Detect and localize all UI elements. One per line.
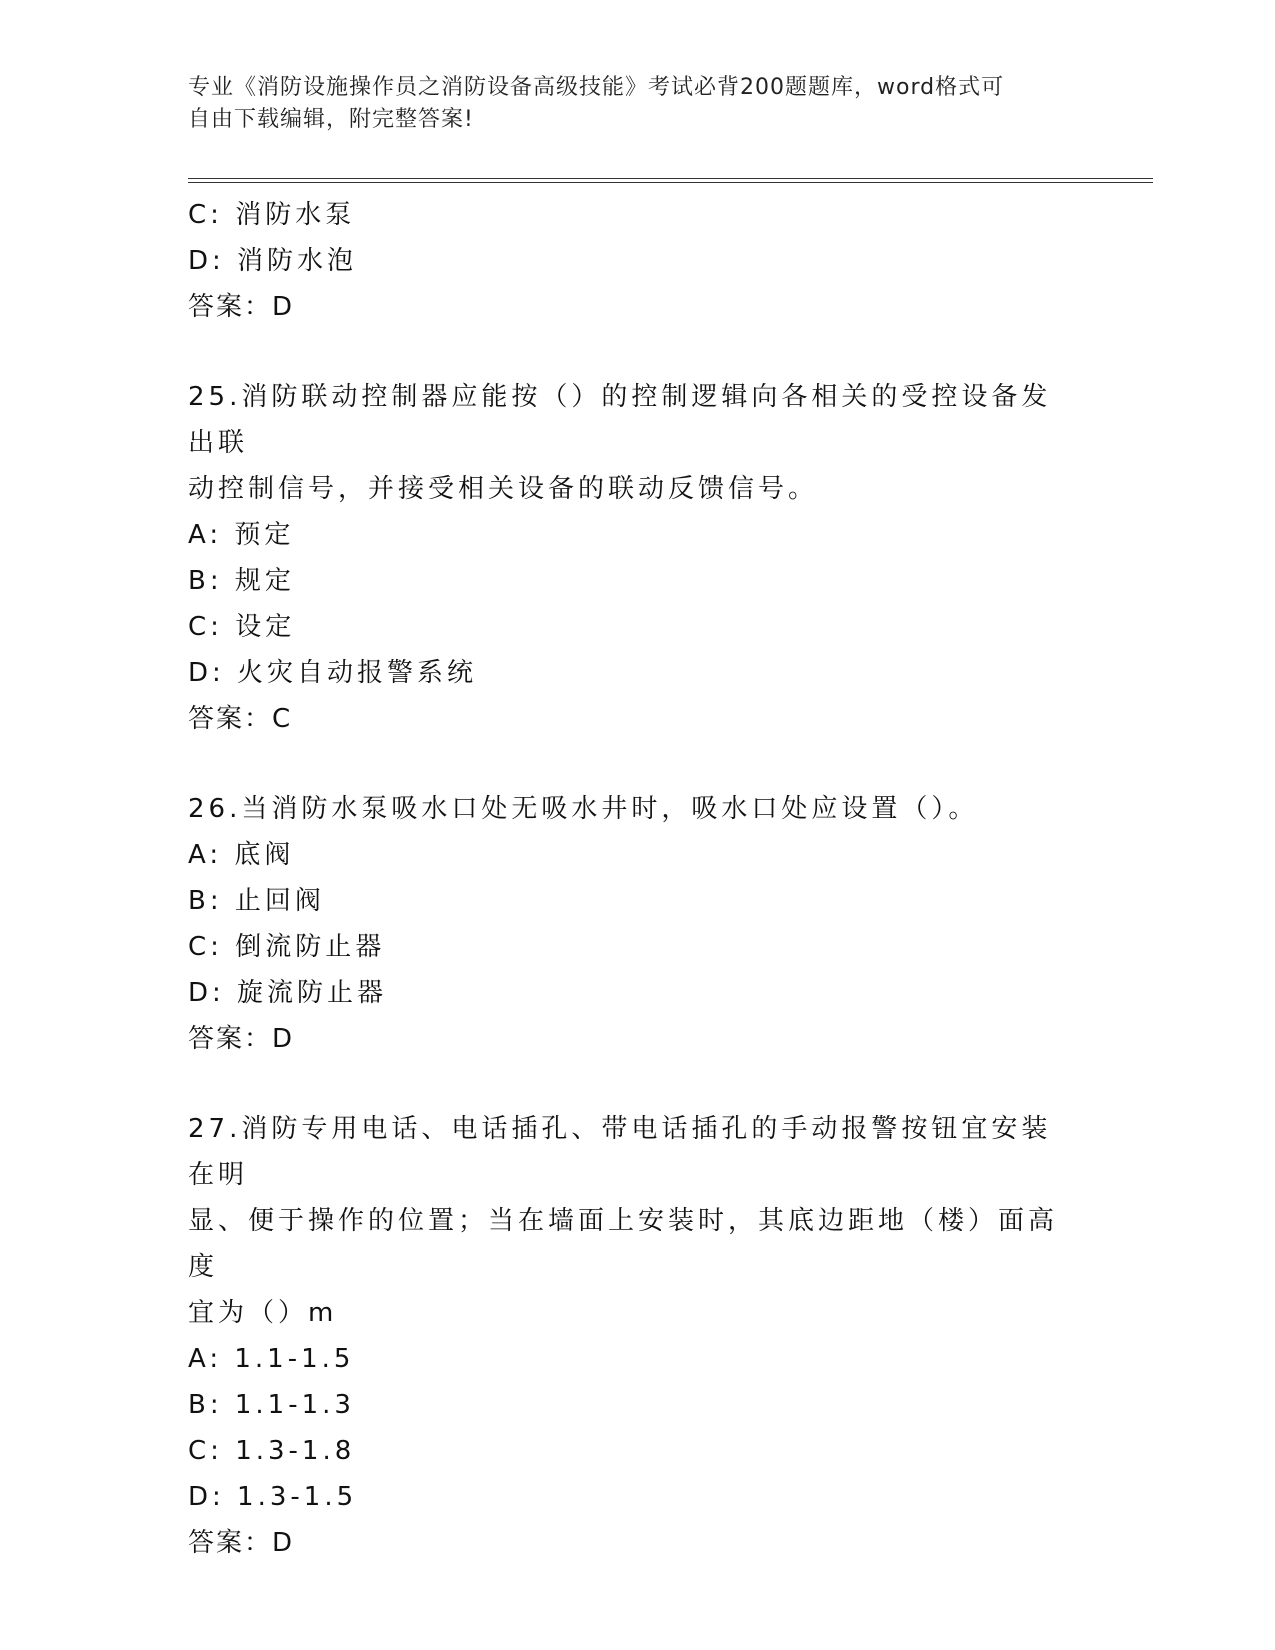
question-stem-line: 显、便于操作的位置；当在墙面上安装时，其底边距地（楼）面高度 (188, 1206, 1059, 1282)
answer-line: 答案：D (188, 292, 295, 322)
answer-line: 答案：C (188, 704, 293, 734)
option-d: D: 消防水泡 (188, 246, 358, 276)
option-a: A: 1.1-1.5 (188, 1344, 355, 1374)
question-stem-line: 宜为（）m (188, 1298, 338, 1328)
answer-value: D (272, 1528, 295, 1558)
option-c: C: 倒流防止器 (188, 932, 386, 962)
spacer (188, 330, 1068, 374)
option-b: B: 规定 (188, 566, 295, 596)
question-stem-line: 动控制信号，并接受相关设备的联动反馈信号。 (188, 474, 819, 504)
page-header (188, 72, 1078, 136)
question-number: 27. (188, 1114, 242, 1144)
question-stem-line: 25.消防联动控制器应能按（）的控制逻辑向各相关的受控设备发出联 (188, 382, 1052, 458)
spacer (188, 1062, 1068, 1106)
question-27 (188, 1106, 1068, 1566)
spacer (188, 742, 1068, 786)
question-25 (188, 374, 1068, 742)
answer-value: D (272, 1024, 295, 1054)
option-d: D: 火灾自动报警系统 (188, 658, 478, 688)
option-d: D: 1.3-1.5 (188, 1482, 358, 1512)
question-number: 25. (188, 382, 242, 412)
question-number: 26. (188, 794, 242, 824)
option-a: A: 底阀 (188, 840, 295, 870)
option-c: C: 消防水泵 (188, 200, 356, 230)
answer-value: D (272, 292, 295, 322)
question-stem-line: 27.消防专用电话、电话插孔、带电话插孔的手动报警按钮宜安装在明 (188, 1114, 1052, 1190)
option-a: A: 预定 (188, 520, 295, 550)
question-26 (188, 786, 1068, 1062)
answer-line: 答案：D (188, 1024, 295, 1054)
answer-line: 答案：D (188, 1528, 295, 1558)
option-d: D: 旋流防止器 (188, 978, 388, 1008)
option-c: C: 1.3-1.8 (188, 1436, 356, 1466)
document-body (188, 192, 1068, 1566)
previous-question-fragment (188, 192, 1068, 330)
answer-value: C (272, 704, 293, 734)
option-b: B: 止回阀 (188, 886, 325, 916)
option-b: B: 1.1-1.3 (188, 1390, 355, 1420)
header-divider (188, 178, 1153, 183)
header-line-2: 自由下载编辑，附完整答案! (188, 107, 474, 132)
header-line-1: 专业《消防设施操作员之消防设备高级技能》考试必背200题题库，word格式可 (188, 75, 1005, 100)
option-c: C: 设定 (188, 612, 296, 642)
question-stem-line: 26.当消防水泵吸水口处无吸水井时，吸水口处应设置（）。 (188, 794, 979, 824)
